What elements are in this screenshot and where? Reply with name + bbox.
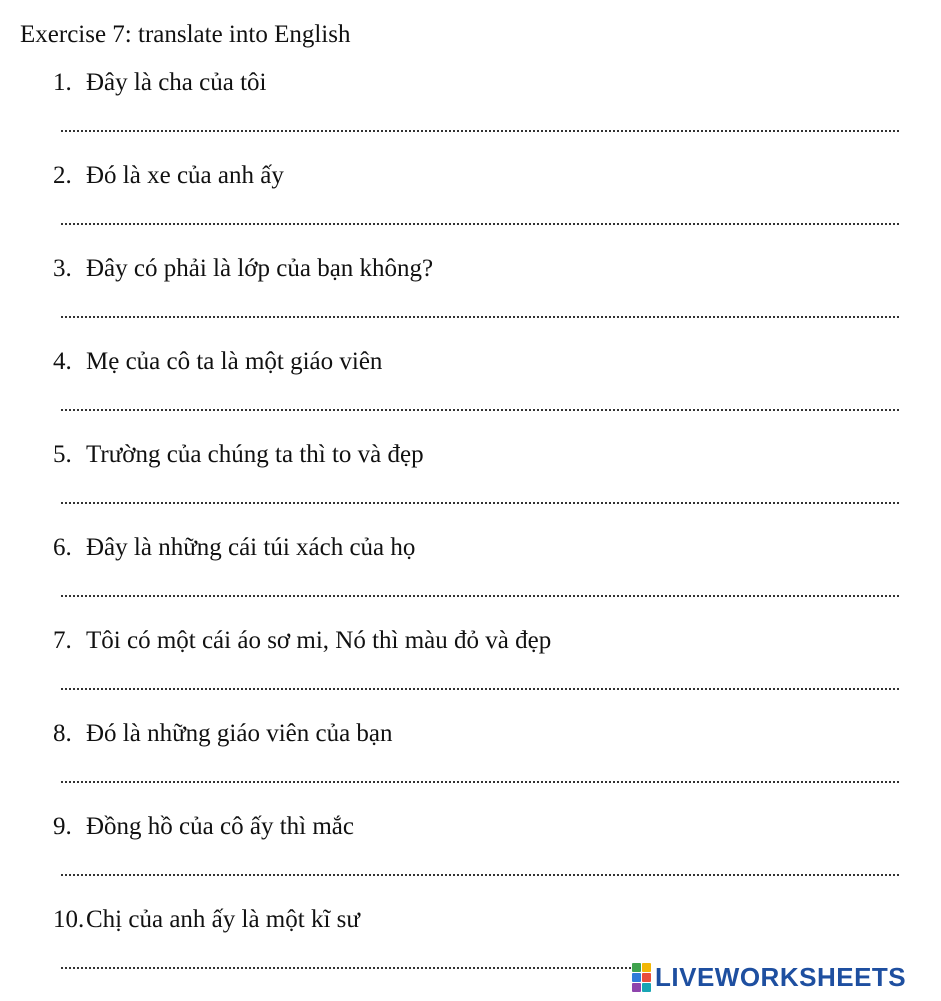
logo-mark-icon bbox=[632, 963, 651, 992]
answer-field-3[interactable] bbox=[61, 290, 899, 318]
logo-block bbox=[642, 963, 651, 972]
answer-field-1[interactable] bbox=[61, 104, 899, 132]
answer-field-10[interactable] bbox=[61, 941, 631, 969]
question-number: 1. bbox=[53, 69, 72, 96]
logo-block bbox=[642, 973, 651, 982]
answer-field-9[interactable] bbox=[61, 848, 899, 876]
answer-field-7[interactable] bbox=[61, 662, 899, 690]
answer-field-8[interactable] bbox=[61, 755, 899, 783]
question-number: 7. bbox=[53, 627, 72, 654]
answer-field-6[interactable] bbox=[61, 569, 899, 597]
question-text: Tôi có một cái áo sơ mi, Nó thì màu đỏ và đẹp bbox=[86, 627, 552, 654]
question-item-7 bbox=[0, 626, 941, 719]
question-number: 3. bbox=[53, 255, 72, 282]
answer-field-5[interactable] bbox=[61, 476, 899, 504]
liveworksheets-logo bbox=[632, 962, 906, 992]
logo-block bbox=[632, 983, 641, 992]
question-text: Đồng hồ của cô ấy thì mắc bbox=[86, 813, 354, 840]
logo-block bbox=[642, 983, 651, 992]
question-item-3 bbox=[0, 254, 941, 347]
question-text: Đây có phải là lớp của bạn không? bbox=[86, 255, 434, 282]
question-text: Đó là những giáo viên của bạn bbox=[86, 720, 393, 747]
logo-block bbox=[632, 973, 641, 982]
question-item-4 bbox=[0, 347, 941, 440]
exercise-title: Exercise 7: translate into English bbox=[20, 21, 351, 48]
question-text: Đây là những cái túi xách của họ bbox=[86, 534, 416, 561]
question-item-9 bbox=[0, 812, 941, 905]
logo-text: LIVEWORKSHEETS bbox=[655, 962, 907, 992]
answer-field-4[interactable] bbox=[61, 383, 899, 411]
question-item-1 bbox=[0, 68, 941, 161]
question-number: 4. bbox=[53, 348, 72, 375]
question-item-8 bbox=[0, 719, 941, 812]
answer-field-2[interactable] bbox=[61, 197, 899, 225]
question-number: 5. bbox=[53, 441, 72, 468]
logo-block bbox=[632, 963, 641, 972]
question-number: 9. bbox=[53, 813, 72, 840]
question-text: Chị của anh ấy là một kĩ sư bbox=[86, 906, 360, 933]
question-item-5 bbox=[0, 440, 941, 533]
question-text: Mẹ của cô ta là một giáo viên bbox=[86, 348, 383, 375]
question-number: 8. bbox=[53, 720, 72, 747]
question-number: 2. bbox=[53, 162, 72, 189]
question-text: Đây là cha của tôi bbox=[86, 69, 267, 96]
question-number: 10. bbox=[53, 906, 85, 933]
question-item-2 bbox=[0, 161, 941, 254]
question-item-6 bbox=[0, 533, 941, 626]
question-text: Đó là xe của anh ấy bbox=[86, 162, 284, 189]
question-number: 6. bbox=[53, 534, 72, 561]
question-text: Trường của chúng ta thì to và đẹp bbox=[86, 441, 424, 468]
